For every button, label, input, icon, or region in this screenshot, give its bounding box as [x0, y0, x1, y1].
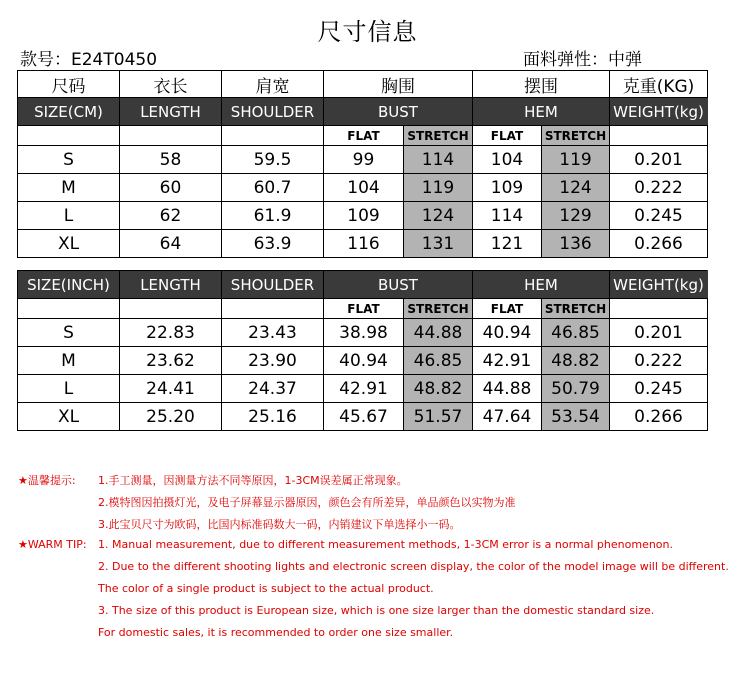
table-cell: 129: [542, 202, 610, 230]
table-cell: 0.201: [610, 319, 708, 347]
table-cell: 114: [404, 146, 473, 174]
header-cell: HEM: [473, 271, 610, 299]
table-cell: 0.222: [610, 347, 708, 375]
table-cell: 116: [324, 230, 404, 258]
table-cell: XL: [18, 230, 120, 258]
table-cell: 60.7: [222, 174, 324, 202]
sub-header-cell: FLAT: [324, 126, 404, 146]
table-cell: 46.85: [542, 319, 610, 347]
table-cell: XL: [18, 403, 120, 431]
table-cell: 48.82: [404, 375, 473, 403]
blank-cell: [120, 126, 222, 146]
table-cell: 58: [120, 146, 222, 174]
table-cell: 119: [404, 174, 473, 202]
sub-header-row: [18, 126, 708, 146]
sub-header-cell: FLAT: [324, 299, 404, 319]
sub-header-row: [18, 299, 708, 319]
table-cell: 104: [324, 174, 404, 202]
table-cell: 124: [404, 202, 473, 230]
header-cell: SIZE(CM): [18, 98, 120, 126]
header-cell: SHOULDER: [222, 98, 324, 126]
table-cell: 40.94: [324, 347, 404, 375]
cn-tip-line: 2.模特图因拍摄灯光，及电子屏幕显示器原因，颜色会有所差异，单品颜色以实物为准: [98, 496, 516, 509]
english-header-row: [18, 98, 708, 126]
table-cell: 109: [473, 174, 542, 202]
table-cell: 136: [542, 230, 610, 258]
cn-tip-line: 3.此宝贝尺寸为欧码，比国内标准码数大一码，内销建议下单选择小一码。: [98, 518, 461, 531]
table-cell: L: [18, 202, 120, 230]
en-tip-line: 3. The size of this product is European size, which is one size larger than the domestic standard size.: [98, 604, 655, 617]
table-cell: 47.64: [473, 403, 542, 431]
size-table-cm: [17, 70, 708, 258]
table-cell: 99: [324, 146, 404, 174]
chinese-header-row: [18, 71, 708, 98]
table-cell: 114: [473, 202, 542, 230]
table-cell: 38.98: [324, 319, 404, 347]
table-cell: 61.9: [222, 202, 324, 230]
table-cell: 124: [542, 174, 610, 202]
header-cell: WEIGHT(kg): [610, 271, 708, 299]
blank-cell: [222, 299, 324, 319]
table-cell: 59.5: [222, 146, 324, 174]
table-cell: L: [18, 375, 120, 403]
en-tip-line: 2. Due to the different shooting lights and electronic screen display, the color of the model image will be different.: [98, 560, 729, 573]
table-cell: 44.88: [404, 319, 473, 347]
table-cell: 50.79: [542, 375, 610, 403]
en-tip-line: 1. Manual measurement, due to different measurement methods, 1-3CM error is a normal phenomenon.: [98, 538, 674, 551]
table-cell: M: [18, 347, 120, 375]
table-cell: 131: [404, 230, 473, 258]
sub-header-cell: FLAT: [473, 299, 542, 319]
sub-header-cell: STRETCH: [404, 126, 473, 146]
cn-header-cell: 克重(KG): [610, 71, 708, 98]
table-row: [18, 319, 708, 347]
table-cell: 22.83: [120, 319, 222, 347]
table-cell: 121: [473, 230, 542, 258]
cn-header-cell: 衣长: [120, 71, 222, 98]
table-row: [18, 202, 708, 230]
table-cell: 24.37: [222, 375, 324, 403]
en-tip-line: The color of a single product is subject to the actual product.: [98, 582, 434, 595]
sub-header-cell: FLAT: [473, 126, 542, 146]
table-cell: 23.62: [120, 347, 222, 375]
cn-tip-label: ★温馨提示:: [18, 474, 76, 487]
table-cell: 45.67: [324, 403, 404, 431]
cn-header-cell: 尺码: [18, 71, 120, 98]
table-cell: 48.82: [542, 347, 610, 375]
table-cell: 0.201: [610, 146, 708, 174]
header-cell: BUST: [324, 98, 473, 126]
table-row: [18, 146, 708, 174]
table-row: [18, 375, 708, 403]
table-cell: 46.85: [404, 347, 473, 375]
table-cell: 25.20: [120, 403, 222, 431]
table-row: [18, 403, 708, 431]
table-cell: 51.57: [404, 403, 473, 431]
header-cell: LENGTH: [120, 98, 222, 126]
en-tip-line: For domestic sales, it is recommended to order one size smaller.: [98, 626, 454, 639]
table-cell: 64: [120, 230, 222, 258]
style-number: 款号：E24T0450: [20, 50, 158, 70]
table-cell: S: [18, 146, 120, 174]
blank-cell: [610, 299, 708, 319]
table-cell: 42.91: [473, 347, 542, 375]
sub-header-cell: STRETCH: [542, 126, 610, 146]
blank-cell: [610, 126, 708, 146]
size-table-inch: [17, 270, 708, 431]
table-cell: M: [18, 174, 120, 202]
table-cell: 23.43: [222, 319, 324, 347]
table-row: [18, 174, 708, 202]
header-cell: LENGTH: [120, 271, 222, 299]
table-cell: 0.266: [610, 403, 708, 431]
table-cell: 0.245: [610, 375, 708, 403]
table-cell: S: [18, 319, 120, 347]
blank-cell: [18, 126, 120, 146]
table-cell: 23.90: [222, 347, 324, 375]
header-cell: SHOULDER: [222, 271, 324, 299]
fabric-elasticity: 面料弹性：中弹: [523, 50, 642, 70]
header-cell: SIZE(INCH): [18, 271, 120, 299]
table-cell: 40.94: [473, 319, 542, 347]
blank-cell: [222, 126, 324, 146]
table-cell: 44.88: [473, 375, 542, 403]
table-row: [18, 347, 708, 375]
cn-header-cell: 胸围: [324, 71, 473, 98]
cn-tip-line: 1.手工测量，因测量方法不同等原因，1-3CM误差属正常现象。: [98, 474, 408, 487]
table-cell: 104: [473, 146, 542, 174]
english-header-row: [18, 271, 708, 299]
table-row: [18, 230, 708, 258]
table-cell: 0.266: [610, 230, 708, 258]
table-cell: 0.245: [610, 202, 708, 230]
en-tip-label: ★WARM TIP:: [18, 538, 87, 551]
cn-header-cell: 摆围: [473, 71, 610, 98]
table-cell: 63.9: [222, 230, 324, 258]
table-cell: 60: [120, 174, 222, 202]
table-cell: 53.54: [542, 403, 610, 431]
header-cell: WEIGHT(kg): [610, 98, 708, 126]
table-cell: 42.91: [324, 375, 404, 403]
sub-header-cell: STRETCH: [404, 299, 473, 319]
header-cell: BUST: [324, 271, 473, 299]
table-cell: 119: [542, 146, 610, 174]
cn-header-cell: 肩宽: [222, 71, 324, 98]
sub-header-cell: STRETCH: [542, 299, 610, 319]
table-cell: 0.222: [610, 174, 708, 202]
table-cell: 25.16: [222, 403, 324, 431]
page-title: 尺寸信息: [317, 18, 418, 46]
header-cell: HEM: [473, 98, 610, 126]
blank-cell: [18, 299, 120, 319]
table-cell: 24.41: [120, 375, 222, 403]
table-cell: 109: [324, 202, 404, 230]
blank-cell: [120, 299, 222, 319]
table-cell: 62: [120, 202, 222, 230]
